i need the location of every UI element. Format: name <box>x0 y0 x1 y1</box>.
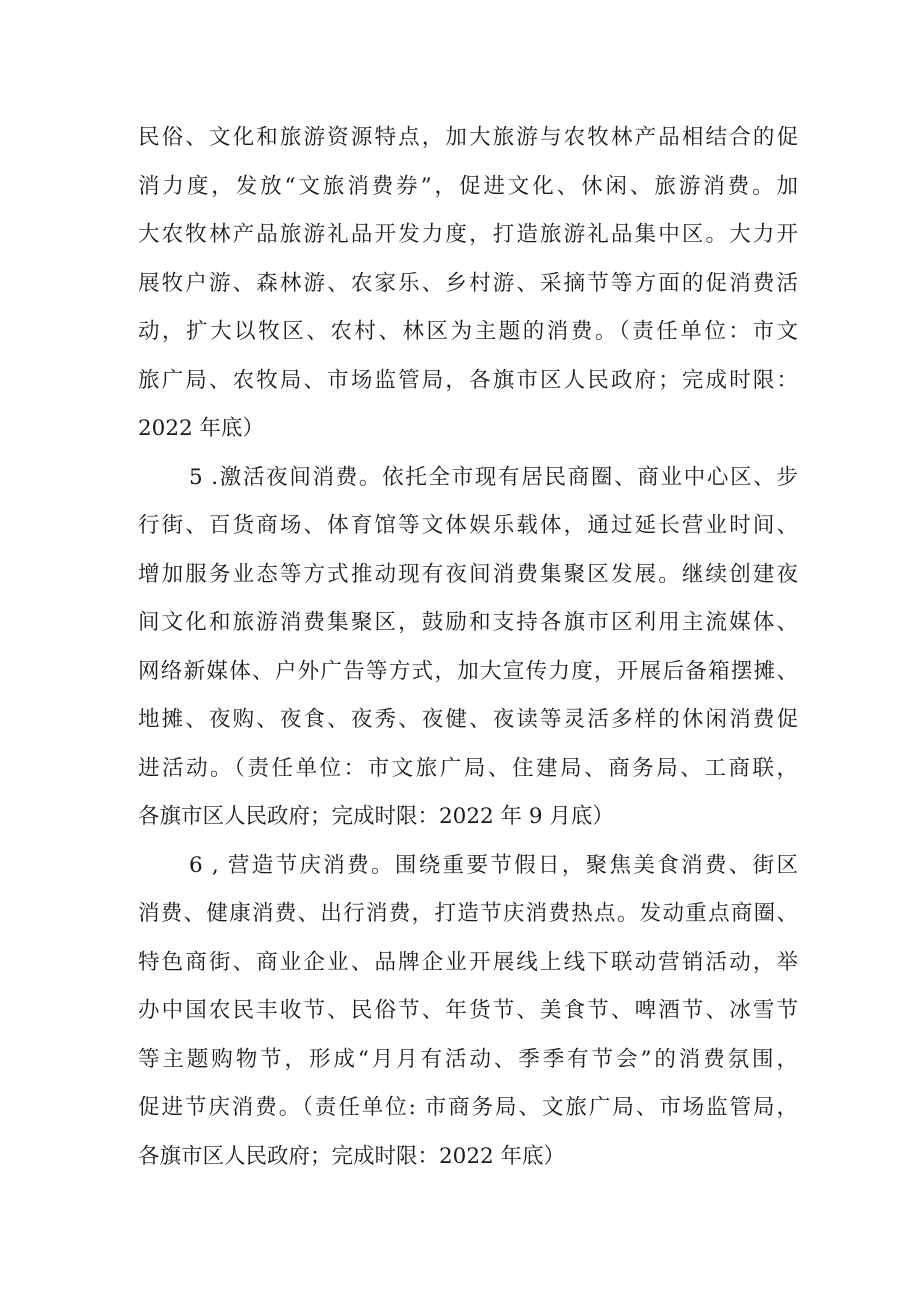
paragraph-tourism-consumption <box>138 114 798 454</box>
text-line: 地摊、夜购、夜食、夜秀、夜健、夜读等灵活多样的休闲消费促 <box>138 707 798 732</box>
paragraph-festival-consumption <box>138 842 798 1182</box>
text-line: 2022 年底） <box>138 416 265 441</box>
text-line: 间文化和旅游消费集聚区，鼓励和支持各旗市区利用主流媒体、 <box>138 610 798 635</box>
paragraph-heading-line: 5 .激活夜间消费。依托全市现有居民商圈、商业中心区、步 <box>189 464 798 490</box>
text-line: 动，扩大以牧区、农村、林区为主题的消费。（责任单位：市文 <box>138 319 798 344</box>
text-line: 进活动。（责任单位：市文旅广局、住建局、商务局、工商联， <box>138 755 798 781</box>
text-line: 各旗市区人民政府；完成时限：2022 年底） <box>138 1143 566 1169</box>
text-line: 大农牧林产品旅游礼品开发力度，打造旅游礼品集中区。大力开 <box>138 222 798 247</box>
text-line: 增加服务业态等方式推动现有夜间消费集聚区发展。继续创建夜 <box>138 561 798 587</box>
text-line: 消力度，发放“文旅消费券”，促进文化、休闲、旅游消费。加 <box>138 173 798 199</box>
document-body <box>138 114 798 1181</box>
text-line: 民俗、文化和旅游资源特点，加大旅游与农牧林产品相结合的促 <box>138 125 798 150</box>
text-line: 促进节庆消费。（责任单位: 市商务局、文旅广局、市场监管局， <box>138 1095 798 1120</box>
text-line: 展牧户游、森林游、农家乐、乡村游、采摘节等方面的促消费活 <box>138 270 798 296</box>
paragraph-heading-line: 6 , 营造节庆消费。围绕重要节假日，聚焦美食消费、街区 <box>189 852 798 878</box>
paragraph-night-consumption <box>138 454 798 842</box>
text-line: 各旗市区人民政府；完成时限：2022 年 9 月底） <box>138 804 614 829</box>
text-line: 网络新媒体、户外广告等方式，加大宣传力度，开展后备箱摆摊、 <box>138 658 798 684</box>
text-line: 特色商街、商业企业、品牌企业开展线上线下联动营销活动，举 <box>138 949 798 975</box>
text-line: 等主题购物节，形成“月月有活动、季季有节会”的消费氛围， <box>138 1046 798 1072</box>
text-line: 消费、健康消费、出行消费，打造节庆消费热点。发动重点商圈、 <box>138 901 798 926</box>
text-line: 办中国农民丰收节、民俗节、年货节、美食节、啤酒节、冰雪节 <box>138 998 798 1023</box>
text-line: 旅广局、农牧局、市场监管局，各旗市区人民政府；完成时限： <box>138 367 798 393</box>
text-line: 行街、百货商场、体育馆等文体娱乐载体，通过延长营业时间、 <box>138 513 798 538</box>
